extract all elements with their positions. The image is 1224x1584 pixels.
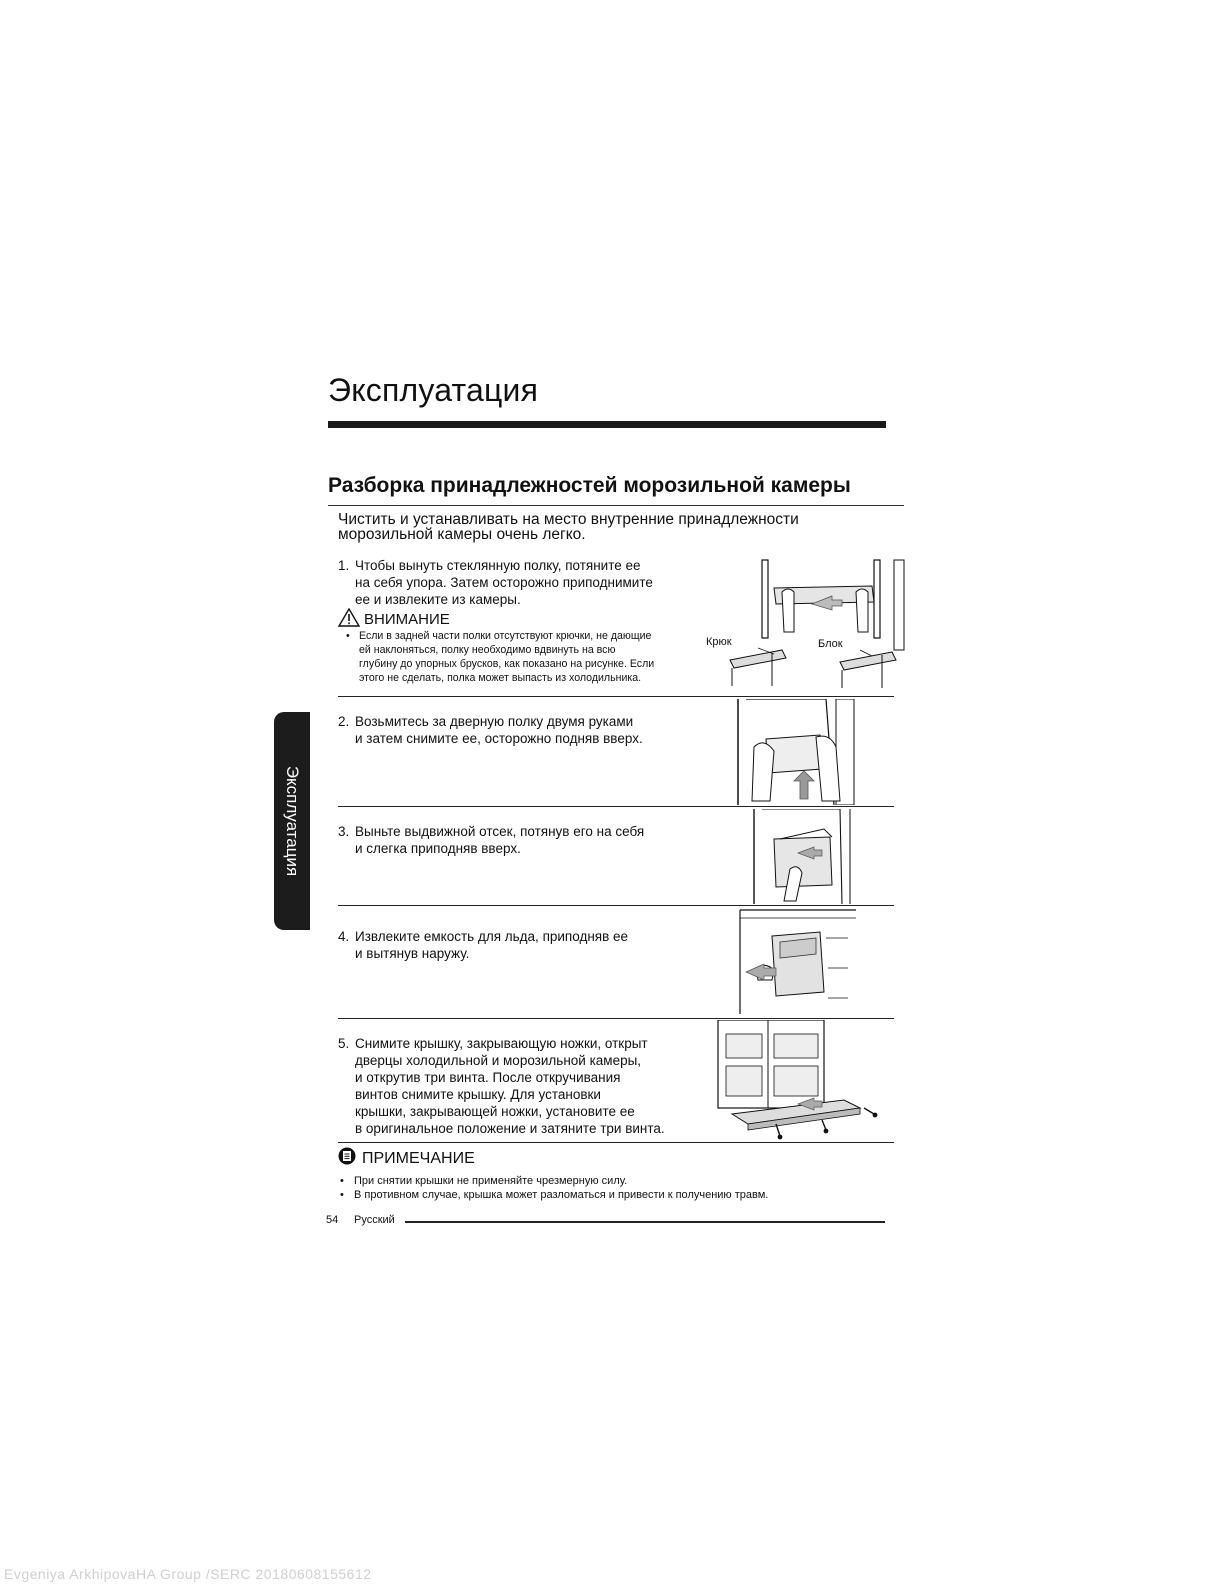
warning-triangle-icon: [338, 608, 360, 631]
label-hook: Крюк: [706, 636, 732, 648]
note-item: • При снятии крышки не применяйте чрезмерную силу.: [338, 1174, 768, 1188]
step-line: дверцы холодильной и морозильной камеры,: [355, 1053, 642, 1068]
step-4: [338, 928, 628, 962]
footer-language: Русский: [354, 1214, 395, 1226]
note-heading: [338, 1147, 475, 1170]
chapter-rule: [328, 421, 886, 428]
figure-ice-bucket: [736, 908, 862, 1014]
step-divider: [338, 696, 894, 697]
step-number: 1.: [338, 558, 350, 573]
step-line: Выньте выдвижной отсек, потянув его на себя: [355, 824, 645, 839]
step-line: и открутив три винта. После откручивания: [355, 1070, 621, 1085]
step-divider: [338, 905, 894, 906]
note-list: [338, 1174, 768, 1202]
chapter-title: Эксплуатация: [328, 372, 539, 408]
step-line: и вытянув наружу.: [355, 946, 470, 961]
section-title: Разборка принадлежностей морозильной камеры: [328, 474, 851, 497]
step-line: крышки, закрывающей ножки, установите ее: [355, 1104, 635, 1119]
figure-glass-shelf: [706, 558, 907, 690]
step-line: Снимите крышку, закрывающую ножки, открыт: [355, 1036, 648, 1051]
figure-leg-cover: [714, 1020, 886, 1142]
note-title: ПРИМЕЧАНИЕ: [362, 1149, 475, 1167]
caution-line: этого не сделать, полка может выпасть из холодильника.: [359, 672, 642, 684]
side-tab-label: Эксплуатация: [283, 765, 302, 877]
step-2: [338, 713, 643, 747]
step-number: 3.: [338, 824, 350, 839]
step-line: Возьмитесь за дверную полку двумя руками: [355, 714, 634, 729]
side-tab: [274, 712, 310, 930]
step-number: 4.: [338, 929, 350, 944]
caution-bullet: •: [346, 630, 350, 642]
intro-text: [338, 512, 858, 542]
label-block: Блок: [818, 638, 843, 650]
figure-drawer: [750, 809, 860, 904]
footer-rule: [405, 1221, 885, 1223]
caution-title: ВНИМАНИЕ: [364, 611, 450, 628]
step-line: в оригинальное положение и затяните три винта.: [355, 1121, 665, 1136]
caution-heading: [338, 608, 450, 631]
figure-door-shelf: [736, 699, 858, 805]
caution-line: ей наклоняться, полку необходимо вдвинуть на всю: [359, 644, 616, 656]
step-line: и затем снимите ее, осторожно подняв вверх.: [355, 731, 643, 746]
step-line: Извлеките емкость для льда, приподняв ее: [355, 929, 629, 944]
intro-line: морозильной камеры очень легко.: [338, 526, 586, 543]
note-item: • В противном случае, крышка может разломаться и привести к получению травм.: [338, 1188, 768, 1202]
step-divider: [338, 1142, 894, 1143]
step-line: Чтобы вынуть стеклянную полку, потяните ее: [355, 558, 641, 573]
note-icon: [338, 1147, 356, 1170]
step-3: [338, 823, 644, 857]
step-line: винтов снимите крышку. Для установки: [355, 1087, 601, 1102]
caution-text: [346, 629, 696, 685]
step-divider: [338, 806, 894, 807]
step-number: 5.: [338, 1036, 350, 1051]
step-line: и слегка приподняв вверх.: [355, 841, 521, 856]
step-number: 2.: [338, 714, 350, 729]
page-number: 54: [326, 1214, 339, 1226]
caution-line: Если в задней части полки отсутствуют крючки, не дающие: [359, 630, 652, 642]
step-1: [338, 557, 653, 608]
watermark: Evgeniya ArkhipovaHA Group /SERC 20180608155612: [4, 1566, 372, 1582]
step-line: ее и извлеките из камеры.: [355, 592, 521, 607]
intro-line: Чистить и устанавливать на место внутренние принадлежности: [338, 511, 799, 528]
caution-line: глубину до упорных брусков, как показано на рисунке. Если: [359, 658, 655, 670]
section-rule: [328, 505, 904, 506]
step-5: [338, 1035, 665, 1137]
step-line: на себя упора. Затем осторожно приподнимите: [355, 575, 653, 590]
step-divider: [338, 1018, 894, 1019]
